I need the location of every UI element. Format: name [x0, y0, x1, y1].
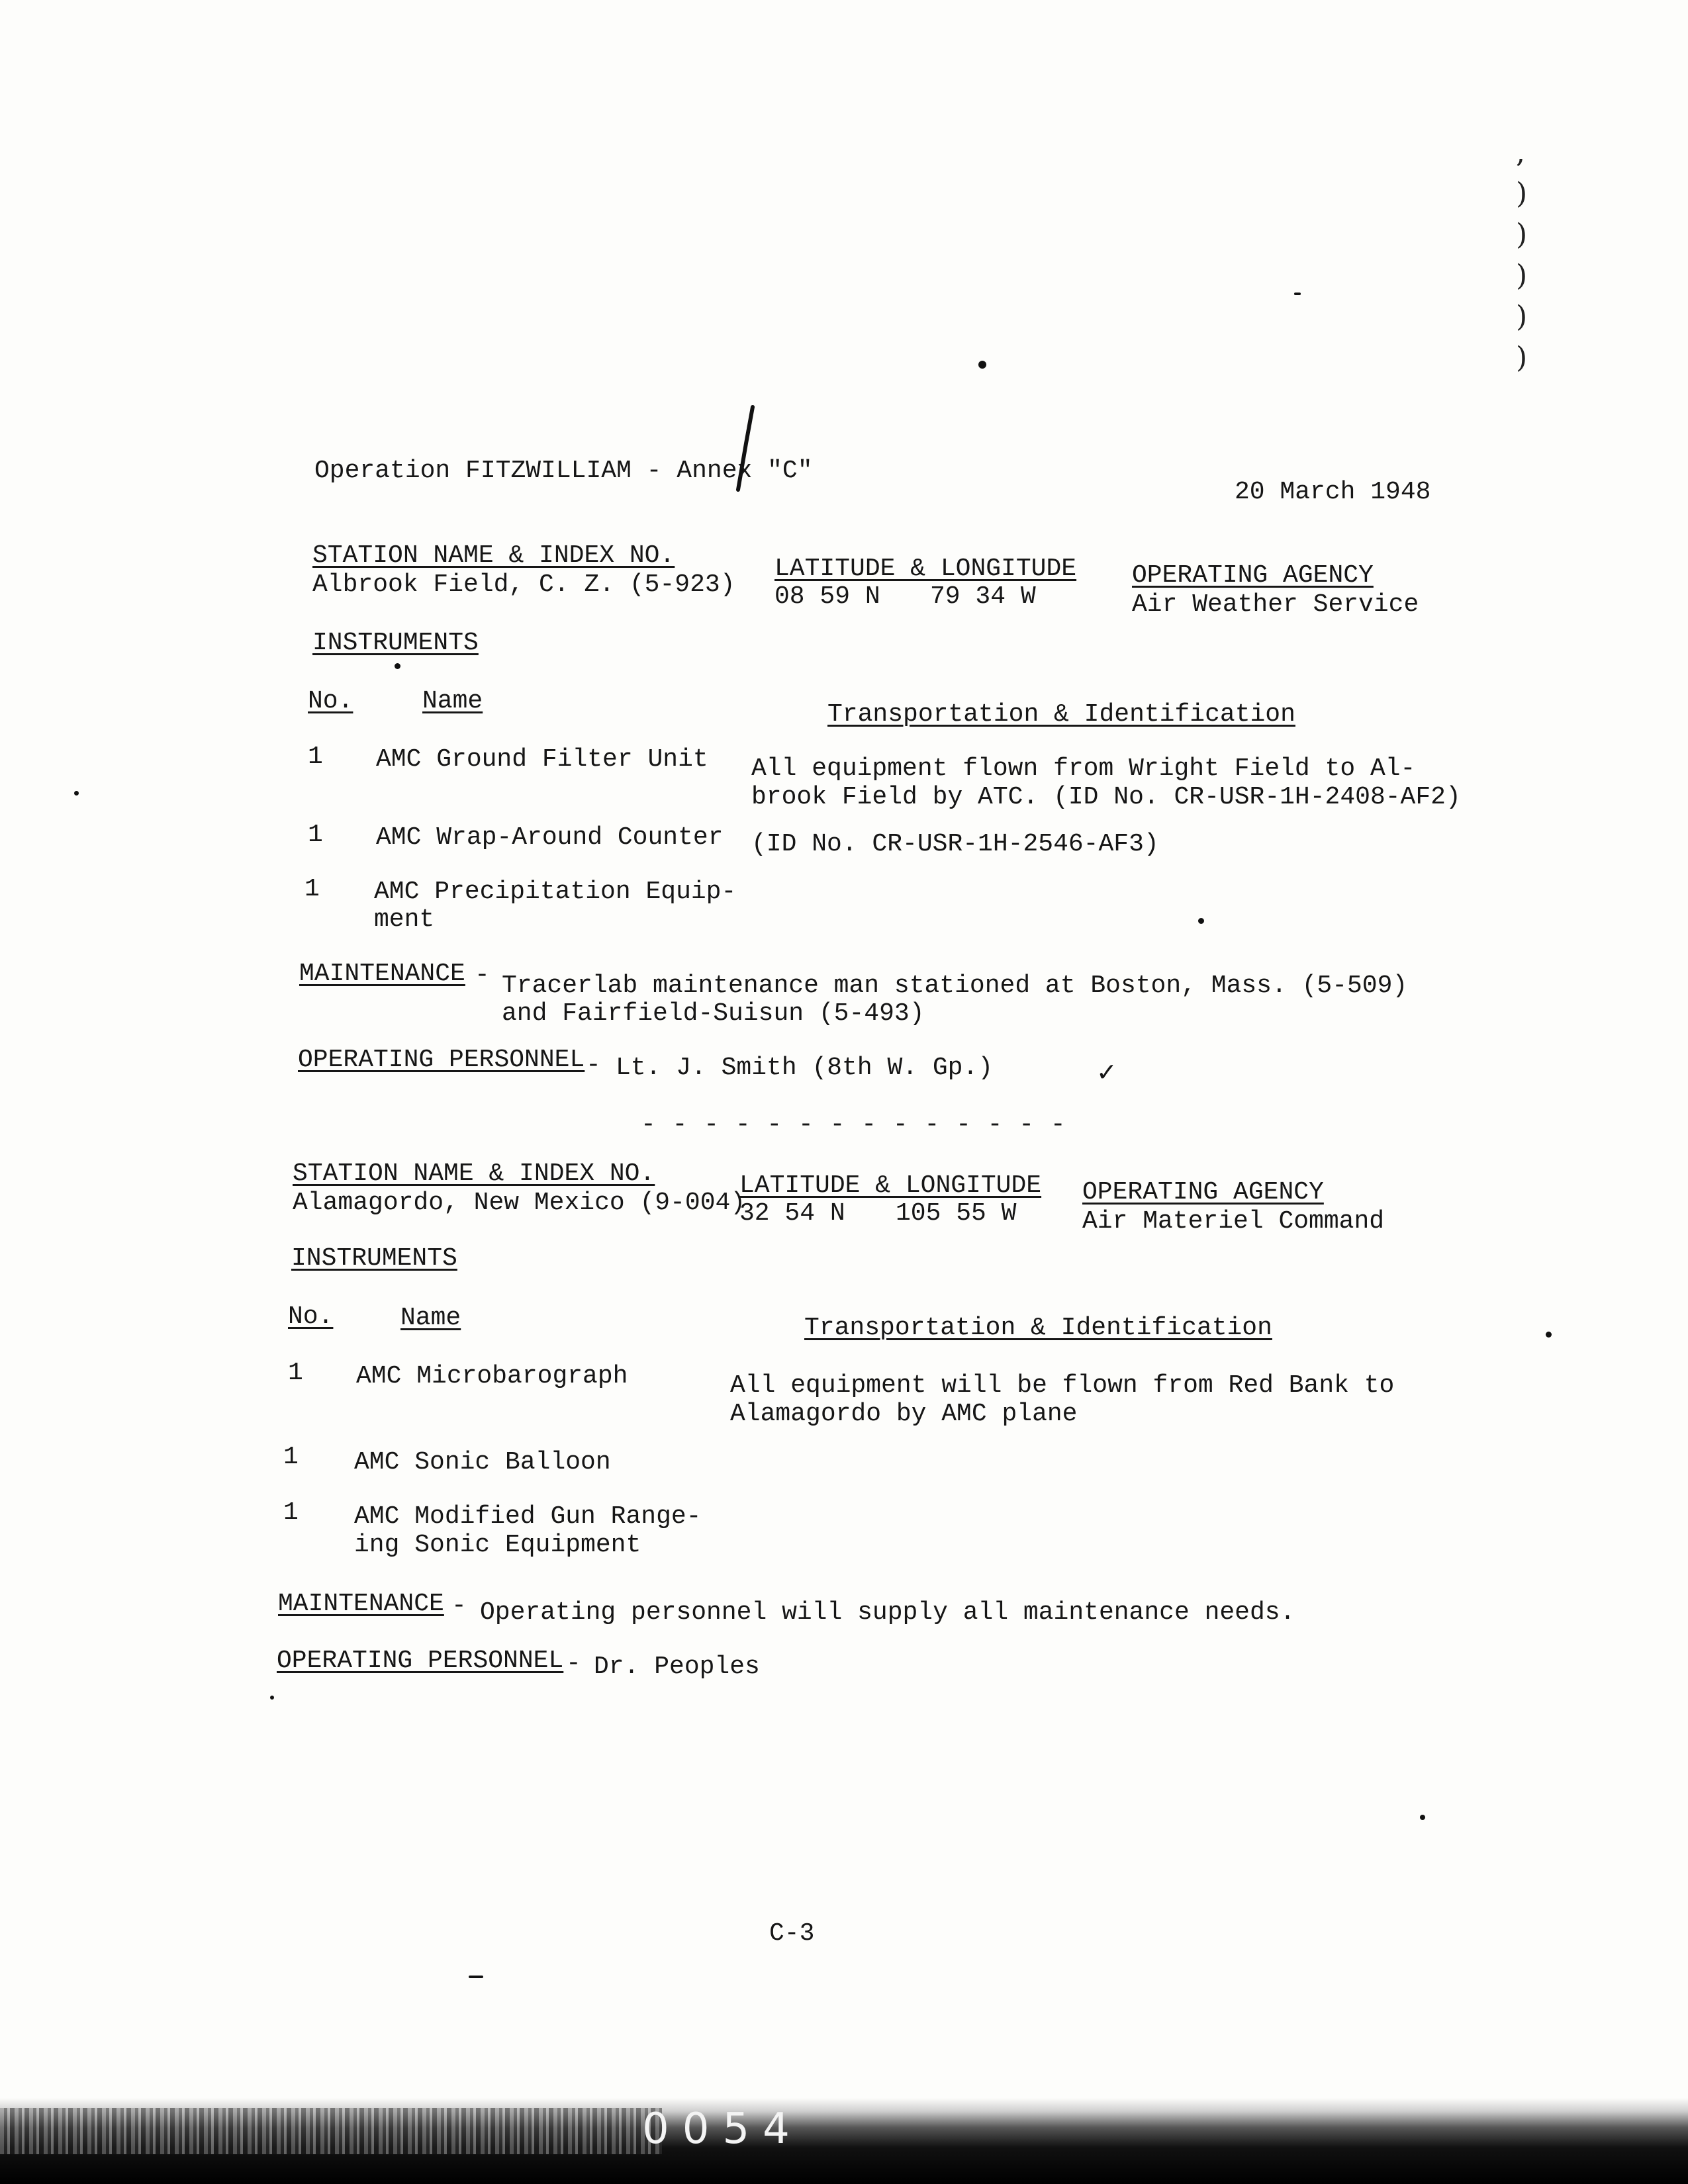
instrument-no: 1 [308, 743, 323, 771]
instrument-no: 1 [308, 821, 323, 849]
lat-long-label: LATITUDE & LONGITUDE [739, 1171, 1042, 1200]
maintenance-text: Tracerlab maintenance man stationed at Boston, Mass. (5-509) [502, 972, 1408, 1000]
operating-personnel-label: OPERATING PERSONNEL [298, 1046, 585, 1074]
instrument-no: 1 [288, 1359, 303, 1387]
longitude-value: 79 34 W [930, 582, 1036, 611]
margin-marks: , ) ) ) ) ) [1516, 136, 1528, 375]
instrument-name: AMC Microbarograph [356, 1362, 628, 1390]
station-name-label: STATION NAME & INDEX NO. [293, 1160, 655, 1188]
scan-speck [1294, 293, 1301, 295]
operating-agency-label: OPERATING AGENCY [1082, 1178, 1324, 1206]
operating-agency-label: OPERATING AGENCY [1132, 561, 1374, 590]
instrument-name: AMC Precipitation Equip- [374, 878, 737, 906]
maintenance-text: and Fairfield-Suisun (5-493) [502, 999, 925, 1028]
scan-speck [395, 663, 400, 669]
instrument-no: 1 [305, 875, 320, 903]
lat-long-label: LATITUDE & LONGITUDE [774, 555, 1077, 583]
maintenance-dash: - [475, 961, 490, 989]
maintenance-label: MAINTENANCE [278, 1590, 444, 1618]
latitude-value: 32 54 N [739, 1199, 845, 1228]
station-name-value: Albrook Field, C. Z. (5-923) [312, 570, 735, 599]
instrument-no: 1 [283, 1443, 299, 1471]
document-title: Operation FITZWILLIAM - Annex "C" [314, 457, 813, 485]
transport-text: All equipment will be flown from Red Bank to [730, 1371, 1395, 1400]
transport-text: brook Field by ATC. (ID No. CR-USR-1H-2408-AF2) [751, 783, 1461, 811]
check-mark: ✓ [1096, 1058, 1117, 1087]
station-name-value: Alamagordo, New Mexico (9-004) [293, 1189, 746, 1217]
column-transport-label: Transportation & Identification [827, 700, 1295, 729]
scan-speck [978, 361, 986, 369]
personnel-dash: - [586, 1051, 601, 1079]
station-name-label: STATION NAME & INDEX NO. [312, 541, 675, 570]
transport-id: (ID No. CR-USR-1H-2546-AF3) [751, 830, 1159, 858]
operating-agency-value: Air Weather Service [1132, 590, 1419, 619]
instrument-name: AMC Sonic Balloon [354, 1448, 611, 1477]
scan-speck [1546, 1332, 1552, 1338]
page-number: C-3 [769, 1919, 815, 1948]
maintenance-dash: - [451, 1592, 467, 1620]
latitude-value: 08 59 N [774, 582, 880, 611]
document-date: 20 March 1948 [1235, 478, 1431, 506]
instrument-name: AMC Ground Filter Unit [376, 745, 708, 774]
operating-personnel-value: Dr. Peoples [594, 1653, 760, 1681]
scan-speck [1420, 1815, 1425, 1820]
instrument-name: AMC Modified Gun Range- [354, 1502, 702, 1531]
instruments-label: INSTRUMENTS [312, 629, 479, 657]
instrument-name: ment [374, 905, 435, 934]
transport-text: All equipment flown from Wright Field to Al- [751, 754, 1416, 783]
section-separator: - - - - - - - - - - - - - - [641, 1111, 1066, 1139]
transport-text: Alamagordo by AMC plane [730, 1400, 1078, 1428]
column-no-label: No. [288, 1302, 334, 1331]
scan-speck [74, 791, 79, 796]
instrument-name: AMC Wrap-Around Counter [376, 823, 724, 852]
scan-speck [469, 1976, 483, 1978]
column-no-label: No. [308, 687, 353, 715]
instrument-no: 1 [283, 1498, 299, 1527]
longitude-value: 105 55 W [896, 1199, 1017, 1228]
film-edge-noise [0, 2108, 662, 2154]
column-name-label: Name [400, 1304, 461, 1332]
scan-speck [1198, 918, 1204, 924]
operating-personnel-label: OPERATING PERSONNEL [277, 1647, 564, 1675]
personnel-dash: - [566, 1649, 581, 1678]
maintenance-label: MAINTENANCE [299, 960, 465, 988]
scan-speck [270, 1696, 274, 1700]
operating-agency-value: Air Materiel Command [1082, 1207, 1385, 1236]
instruments-label: INSTRUMENTS [291, 1244, 457, 1273]
column-transport-label: Transportation & Identification [804, 1314, 1272, 1342]
frame-number: 0054 [642, 2105, 803, 2154]
column-name-label: Name [422, 687, 483, 715]
maintenance-text: Operating personnel will supply all maintenance needs. [480, 1598, 1295, 1627]
operating-personnel-value: Lt. J. Smith (8th W. Gp.) [616, 1054, 994, 1082]
instrument-name: ing Sonic Equipment [354, 1531, 641, 1559]
